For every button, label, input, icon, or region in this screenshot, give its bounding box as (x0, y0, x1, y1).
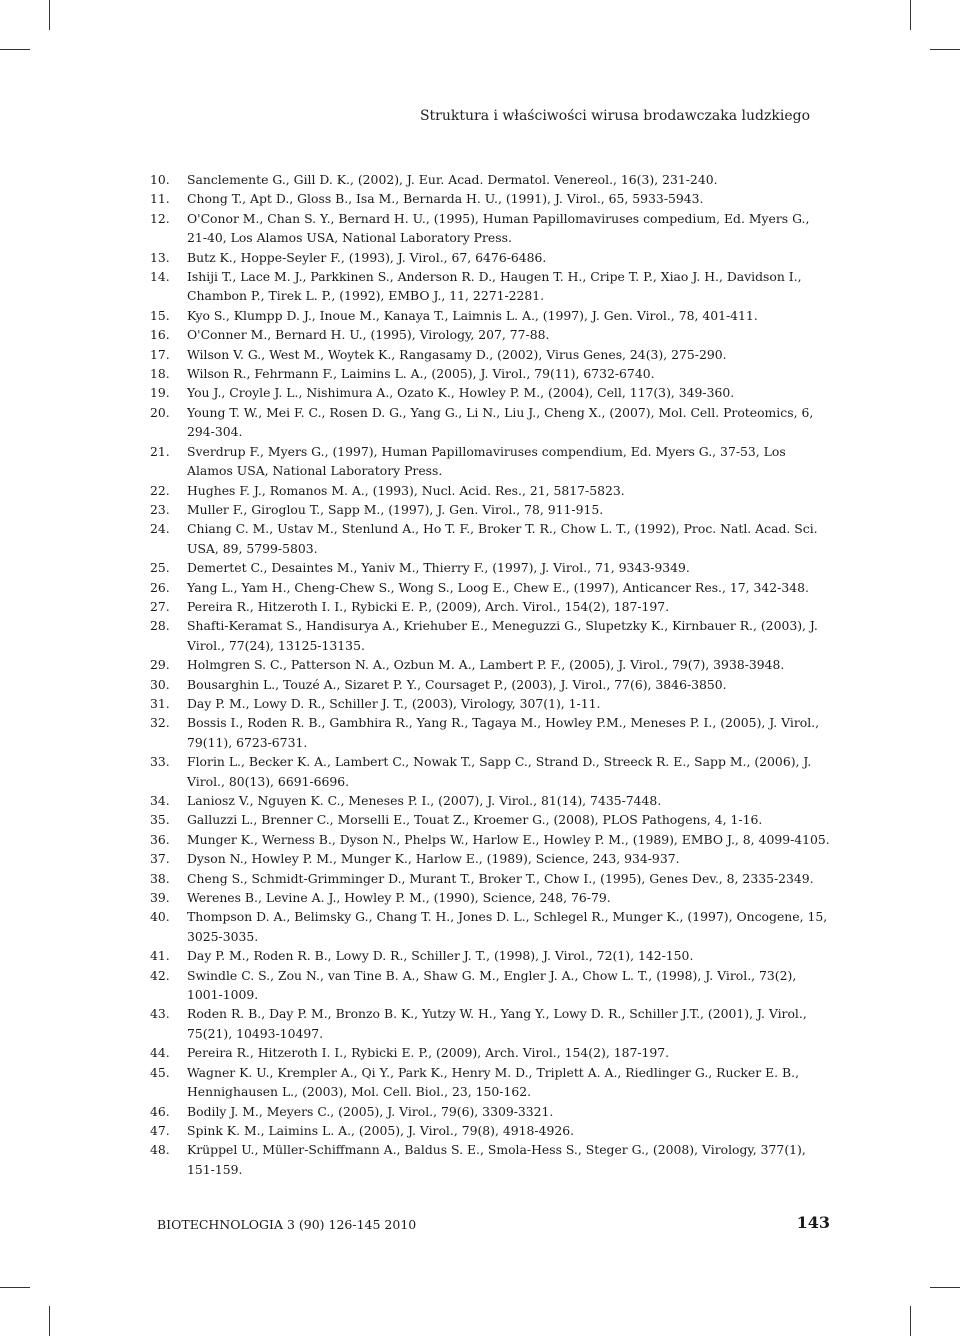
reference-text: Butz K., Hoppe-Seyler F., (1993), J. Virol., 67, 6476-6486. (187, 249, 547, 265)
reference-number: 11. (150, 191, 170, 207)
reference-text: Bousarghin L., Touzé A., Sizaret P. Y., Coursaget P., (2003), J. Virol., 77(6), 3846-3850. (187, 676, 727, 692)
crop-mark-top-right-v (910, 0, 911, 30)
reference-item (150, 1102, 830, 1121)
reference-text: Ishiji T., Lace M. J., Parkkinen S., Anderson R. D., Haugen T. H., Cripe T. P., Xiao J. H., Davidson I., Chambon P., Tirek L. P., (1992), EMBO J., 11, 2271-2281. (187, 269, 802, 304)
reference-text: Dyson N., Howley P. M., Munger K., Harlow E., (1989), Science, 243, 934-937. (187, 851, 680, 867)
reference-number: 20. (150, 404, 170, 420)
reference-text: Chiang C. M., Ustav M., Stenlund A., Ho T. F., Broker T. R., Chow L. T., (1992), Proc. Natl. Acad. Sci. USA, 89, 5799-5803. (187, 521, 818, 556)
reference-text: Chong T., Apt D., Gloss B., Isa M., Bernarda H. U., (1991), J. Virol., 65, 5933-5943. (187, 191, 704, 207)
reference-number: 19. (150, 385, 170, 401)
reference-text: Demertet C., Desaintes M., Yaniv M., Thierry F., (1997), J. Virol., 71, 9343-9349. (187, 560, 690, 576)
crop-mark-top-left-h (0, 49, 30, 50)
reference-number: 31. (150, 695, 170, 711)
reference-text: Day P. M., Lowy D. R., Schiller J. T., (2003), Virology, 307(1), 1-11. (187, 695, 601, 711)
reference-item (150, 907, 830, 946)
reference-text: Florin L., Becker K. A., Lambert C., Nowak T., Sapp C., Strand D., Streeck R. E., Sapp M., (2006), J. Virol., 80(13), 6691-6696. (187, 754, 812, 789)
reference-number: 10. (150, 172, 170, 187)
reference-text: Kyo S., Klumpp D. J., Inoue M., Kanaya T., Laimnis L. A., (1997), J. Gen. Virol., 78, 401-411. (187, 307, 758, 323)
reference-number: 23. (150, 501, 170, 517)
reference-text: Day P. M., Roden R. B., Lowy D. R., Schiller J. T., (1998), J. Virol., 72(1), 142-150. (187, 948, 694, 964)
reference-item (150, 558, 830, 577)
reference-item (150, 810, 830, 829)
reference-text: Hughes F. J., Romanos M. A., (1993), Nucl. Acid. Res., 21, 5817-5823. (187, 482, 625, 498)
reference-number: 30. (150, 676, 170, 692)
reference-text: Wilson R., Fehrmann F., Laimins L. A., (2005), J. Virol., 79(11), 6732-6740. (187, 366, 655, 382)
reference-text: Thompson D. A., Belimsky G., Chang T. H., Jones D. L., Schlegel R., Munger K., (1997), Oncogene, 15, 3025-3035. (187, 909, 828, 944)
reference-item (150, 597, 830, 616)
reference-number: 40. (150, 909, 170, 925)
reference-number: 26. (150, 579, 170, 595)
reference-item (150, 209, 830, 248)
crop-mark-bottom-right-v (910, 1306, 911, 1336)
reference-number: 45. (150, 1064, 170, 1080)
crop-mark-bottom-left-h (0, 1287, 30, 1288)
reference-number: 41. (150, 948, 170, 964)
reference-number: 14. (150, 269, 170, 285)
reference-text: Shafti-Keramat S., Handisurya A., Kriehuber E., Meneguzzi G., Slupetzky K., Kirnbauer R., (2003), J. Virol., 77(24), 13125-13135. (187, 618, 818, 653)
reference-number: 18. (150, 366, 170, 382)
reference-item (150, 267, 830, 306)
reference-number: 43. (150, 1006, 170, 1022)
reference-number: 22. (150, 482, 170, 498)
reference-item (150, 383, 830, 402)
reference-text: O'Conor M., Chan S. Y., Bernard H. U., (1995), Human Papillomaviruses compedium, Ed. Myers G., 21-40, Los Alamos USA, National Laboratory Press. (187, 210, 810, 246)
reference-item (150, 616, 830, 655)
reference-text: O'Conner M., Bernard H. U., (1995), Virology, 207, 77-88. (187, 327, 550, 343)
reference-item (150, 713, 830, 752)
reference-item (150, 306, 830, 325)
reference-item (150, 791, 830, 810)
reference-item (150, 655, 830, 674)
reference-text: Cheng S., Schmidt-Grimminger D., Murant T., Broker T., Chow I., (1995), Genes Dev., 8, 2335-2349. (187, 870, 814, 886)
reference-text: Bossis I., Roden R. B., Gambhira R., Yang R., Tagaya M., Howley P.M., Meneses P. I., (2005), J. Virol., 79(11), 6723-6731. (187, 715, 820, 750)
reference-item (150, 248, 830, 267)
crop-mark-bottom-right-h (930, 1287, 960, 1288)
reference-item (150, 1004, 830, 1043)
reference-text: Wilson V. G., West M., Woytek K., Rangasamy D., (2002), Virus Genes, 24(3), 275-290. (187, 346, 727, 362)
reference-item (150, 946, 830, 965)
reference-number: 38. (150, 870, 170, 886)
reference-number: 36. (150, 831, 170, 847)
reference-item (150, 849, 830, 868)
reference-text: Yang L., Yam H., Cheng-Chew S., Wong S., Loog E., Chew E., (1997), Anticancer Res., 17, 342-348. (187, 579, 809, 595)
reference-number: 46. (150, 1103, 170, 1119)
reference-item (150, 752, 830, 791)
reference-text: Young T. W., Mei F. C., Rosen D. G., Yang G., Li N., Liu J., Cheng X., (2007), Mol. Cell. Proteomics, 6, 294-304. (187, 404, 814, 440)
reference-text: Swindle C. S., Zou N., van Tine B. A., Shaw G. M., Engler J. A., Chow L. T., (1998), J. Virol., 73(2), 1001-1009. (187, 967, 797, 1003)
reference-item (150, 403, 830, 442)
reference-number: 12. (150, 210, 170, 226)
reference-number: 34. (150, 793, 170, 808)
reference-number: 37. (150, 851, 170, 867)
reference-number: 39. (150, 890, 170, 906)
reference-text: Pereira R., Hitzeroth I. I., Rybicki E. P., (2009), Arch. Virol., 154(2), 187-197. (187, 1045, 670, 1061)
reference-item (150, 1043, 830, 1062)
reference-number: 44. (150, 1045, 170, 1061)
reference-item (150, 500, 830, 519)
reference-text: Galluzzi L., Brenner C., Morselli E., Touat Z., Kroemer G., (2008), PLOS Pathogens, 4, 1-16. (187, 812, 763, 828)
reference-number: 24. (150, 521, 170, 537)
reference-item (150, 966, 830, 1005)
reference-number: 32. (150, 715, 170, 731)
reference-text: Bodily J. M., Meyers C., (2005), J. Virol., 79(6), 3309-3321. (187, 1103, 554, 1119)
reference-number: 13. (150, 249, 170, 265)
crop-mark-top-right-h (930, 49, 960, 50)
reference-text: Sverdrup F., Myers G., (1997), Human Papillomaviruses compendium, Ed. Myers G., 37-53, Los Alamos USA, National Laboratory Press. (187, 443, 786, 479)
reference-item (150, 170, 830, 189)
reference-item (150, 519, 830, 558)
running-header: Struktura i właściwości wirusa brodawczaka ludzkiego (419, 108, 810, 124)
reference-number: 29. (150, 657, 170, 673)
reference-text: Munger K., Werness B., Dyson N., Phelps W., Harlow E., Howley P. M., (1989), EMBO J., 8, 4099-4105. (187, 831, 830, 847)
reference-text: Wagner K. U., Krempler A., Qi Y., Park K., Henry M. D., Triplett A. A., Riedlinger G., Rucker E. B., Hennighausen L., (2003), Mol. Cell. Biol., 23, 150-162. (187, 1064, 800, 1100)
reference-item (150, 442, 830, 481)
reference-text: Krüppel U., Müller-Schiffmann A., Baldus S. E., Smola-Hess S., Steger G., (2008), Virology, 377(1), 151-159. (187, 1142, 806, 1177)
reference-number: 48. (150, 1142, 170, 1158)
reference-item (150, 675, 830, 694)
reference-item (150, 578, 830, 597)
reference-number: 15. (150, 307, 170, 323)
reference-item (150, 869, 830, 888)
reference-number: 21. (150, 443, 170, 459)
reference-item (150, 1140, 830, 1179)
reference-text: Pereira R., Hitzeroth I. I., Rybicki E. P., (2009), Arch. Virol., 154(2), 187-197. (187, 598, 670, 614)
reference-text: Sanclemente G., Gill D. K., (2002), J. Eur. Acad. Dermatol. Venereol., 16(3), 231-240. (187, 172, 718, 187)
reference-text: Werenes B., Levine A. J., Howley P. M., (1990), Science, 248, 76-79. (187, 890, 611, 906)
reference-number: 17. (150, 346, 170, 362)
reference-number: 16. (150, 327, 170, 343)
crop-mark-top-left-v (49, 0, 50, 30)
reference-number: 27. (150, 598, 170, 614)
reference-number: 25. (150, 560, 170, 576)
reference-text: Roden R. B., Day P. M., Bronzo B. K., Yutzy W. H., Yang Y., Lowy D. R., Schiller J.T., (2001), J. Virol., 75(21), 10493-10497. (187, 1006, 807, 1041)
reference-item (150, 830, 830, 849)
reference-item (150, 1121, 830, 1140)
page-footer (157, 1213, 830, 1237)
reference-list (150, 170, 830, 1179)
reference-item (150, 481, 830, 500)
journal-citation: BIOTECHNOLOGIA 3 (90) 126-145 2010 (157, 1217, 417, 1232)
reference-number: 28. (150, 618, 170, 634)
page-number: 143 (796, 1213, 830, 1232)
reference-text: You J., Croyle J. L., Nishimura A., Ozato K., Howley P. M., (2004), Cell, 117(3), 349-360. (187, 385, 735, 401)
crop-mark-bottom-left-v (49, 1306, 50, 1336)
reference-text: Laniosz V., Nguyen K. C., Meneses P. I., (2007), J. Virol., 81(14), 7435-7448. (187, 793, 662, 808)
reference-item (150, 189, 830, 208)
reference-number: 42. (150, 967, 170, 983)
reference-item (150, 345, 830, 364)
reference-text: Holmgren S. C., Patterson N. A., Ozbun M. A., Lambert P. F., (2005), J. Virol., 79(7), 3938-3948. (187, 657, 785, 673)
reference-item (150, 888, 830, 907)
reference-number: 35. (150, 812, 170, 828)
reference-number: 47. (150, 1122, 170, 1138)
reference-item (150, 364, 830, 383)
reference-number: 33. (150, 754, 170, 770)
reference-item (150, 694, 830, 713)
reference-item (150, 1063, 830, 1102)
reference-text: Muller F., Giroglou T., Sapp M., (1997), J. Gen. Virol., 78, 911-915. (187, 501, 604, 517)
reference-text: Spink K. M., Laimins L. A., (2005), J. Virol., 79(8), 4918-4926. (187, 1122, 575, 1138)
reference-item (150, 325, 830, 344)
